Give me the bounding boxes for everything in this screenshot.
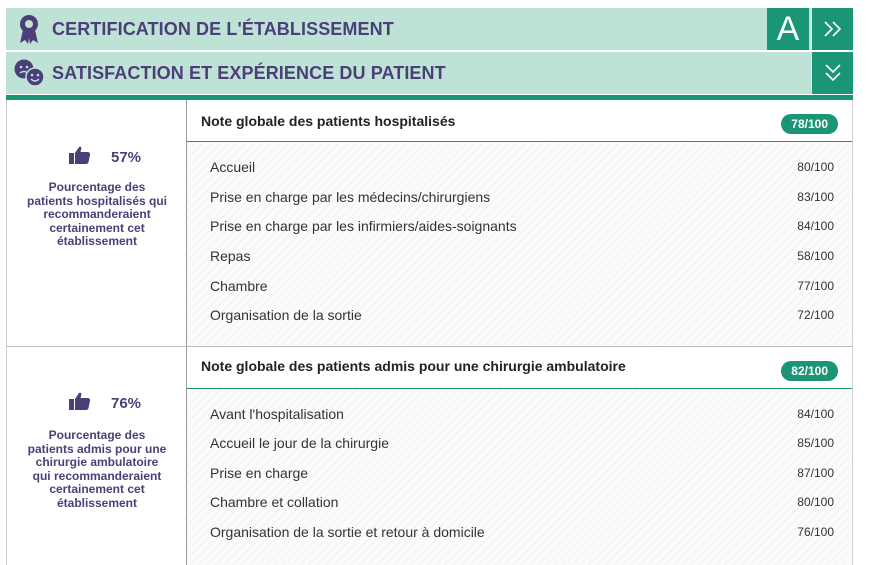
recommendation-description: Pourcentage des patients hospitalisés qui recommanderaient certainement cet établissement [26,180,168,248]
list-item [210,433,834,453]
recommendation-percent: 76% [111,395,142,412]
item-value: 87/100 [797,466,834,480]
recommendation-percent: 57% [111,149,142,166]
overall-score-badge: 78/100 [781,114,838,134]
item-label: Prise en charge par les infirmiers/aides-soignants [210,218,517,234]
item-label: Accueil [210,159,256,175]
recommendation-panel [7,100,187,346]
item-value: 80/100 [797,495,834,509]
item-value: 76/100 [797,525,834,539]
recommendation-description: Pourcentage des patients admis pour une chirurgie ambulatoire qui recommanderaient certainement cet établissement [27,428,167,510]
item-label: Chambre [210,278,268,294]
double-chevron-down-icon[interactable] [811,52,853,94]
overall-score-title: Note globale des patients hospitalisés [201,112,456,129]
faces-icon [6,52,52,94]
item-label: Organisation de la sortie [210,307,362,323]
hospitalized-patients-section [6,100,853,347]
ambulatory-surgery-section [6,347,853,565]
item-value: 83/100 [797,190,834,204]
scores-panel [187,347,852,565]
list-item [210,492,834,512]
item-value: 77/100 [797,279,834,293]
overall-score-header [187,100,852,142]
certification-grade-badge: A [767,8,809,50]
list-item [210,305,834,325]
overall-score-badge: 82/100 [781,361,838,381]
list-item [210,276,834,296]
score-list [187,142,852,346]
overall-score-title: Note globale des patients admis pour une chirurgie ambulatoire [201,357,626,374]
item-label: Accueil le jour de la chirurgie [210,435,389,451]
double-chevron-right-icon[interactable] [811,8,853,50]
item-value: 72/100 [797,308,834,322]
recommendation-stat [69,146,141,169]
list-item [210,187,834,207]
recommendation-stat [69,392,141,415]
recommendation-panel [7,347,187,565]
item-label: Prise en charge par les médecins/chirurgiens [210,189,491,205]
thumbs-up-icon [69,392,91,415]
item-value: 85/100 [797,436,834,450]
item-label: Organisation de la sortie et retour à domicile [210,524,485,540]
list-item [210,522,834,542]
overall-score-header [187,347,852,389]
satisfaction-title: SATISFACTION ET EXPÉRIENCE DU PATIENT [52,62,446,83]
certification-header[interactable] [6,8,853,50]
item-value: 84/100 [797,219,834,233]
score-list [187,389,852,565]
item-value: 84/100 [797,407,834,421]
certification-title: CERTIFICATION DE L'ÉTABLISSEMENT [52,18,394,39]
item-label: Prise en charge [210,465,309,481]
item-label: Chambre et collation [210,494,339,510]
list-item [210,216,834,236]
scores-panel [187,100,852,346]
list-item [210,157,834,177]
award-ribbon-icon [6,8,52,50]
item-value: 58/100 [797,249,834,263]
item-label: Avant l'hospitalisation [210,406,344,422]
list-item [210,463,834,483]
list-item [210,246,834,266]
item-value: 80/100 [797,160,834,174]
item-label: Repas [210,248,251,264]
satisfaction-header[interactable] [6,52,853,94]
list-item [210,404,834,424]
thumbs-up-icon [69,146,91,169]
